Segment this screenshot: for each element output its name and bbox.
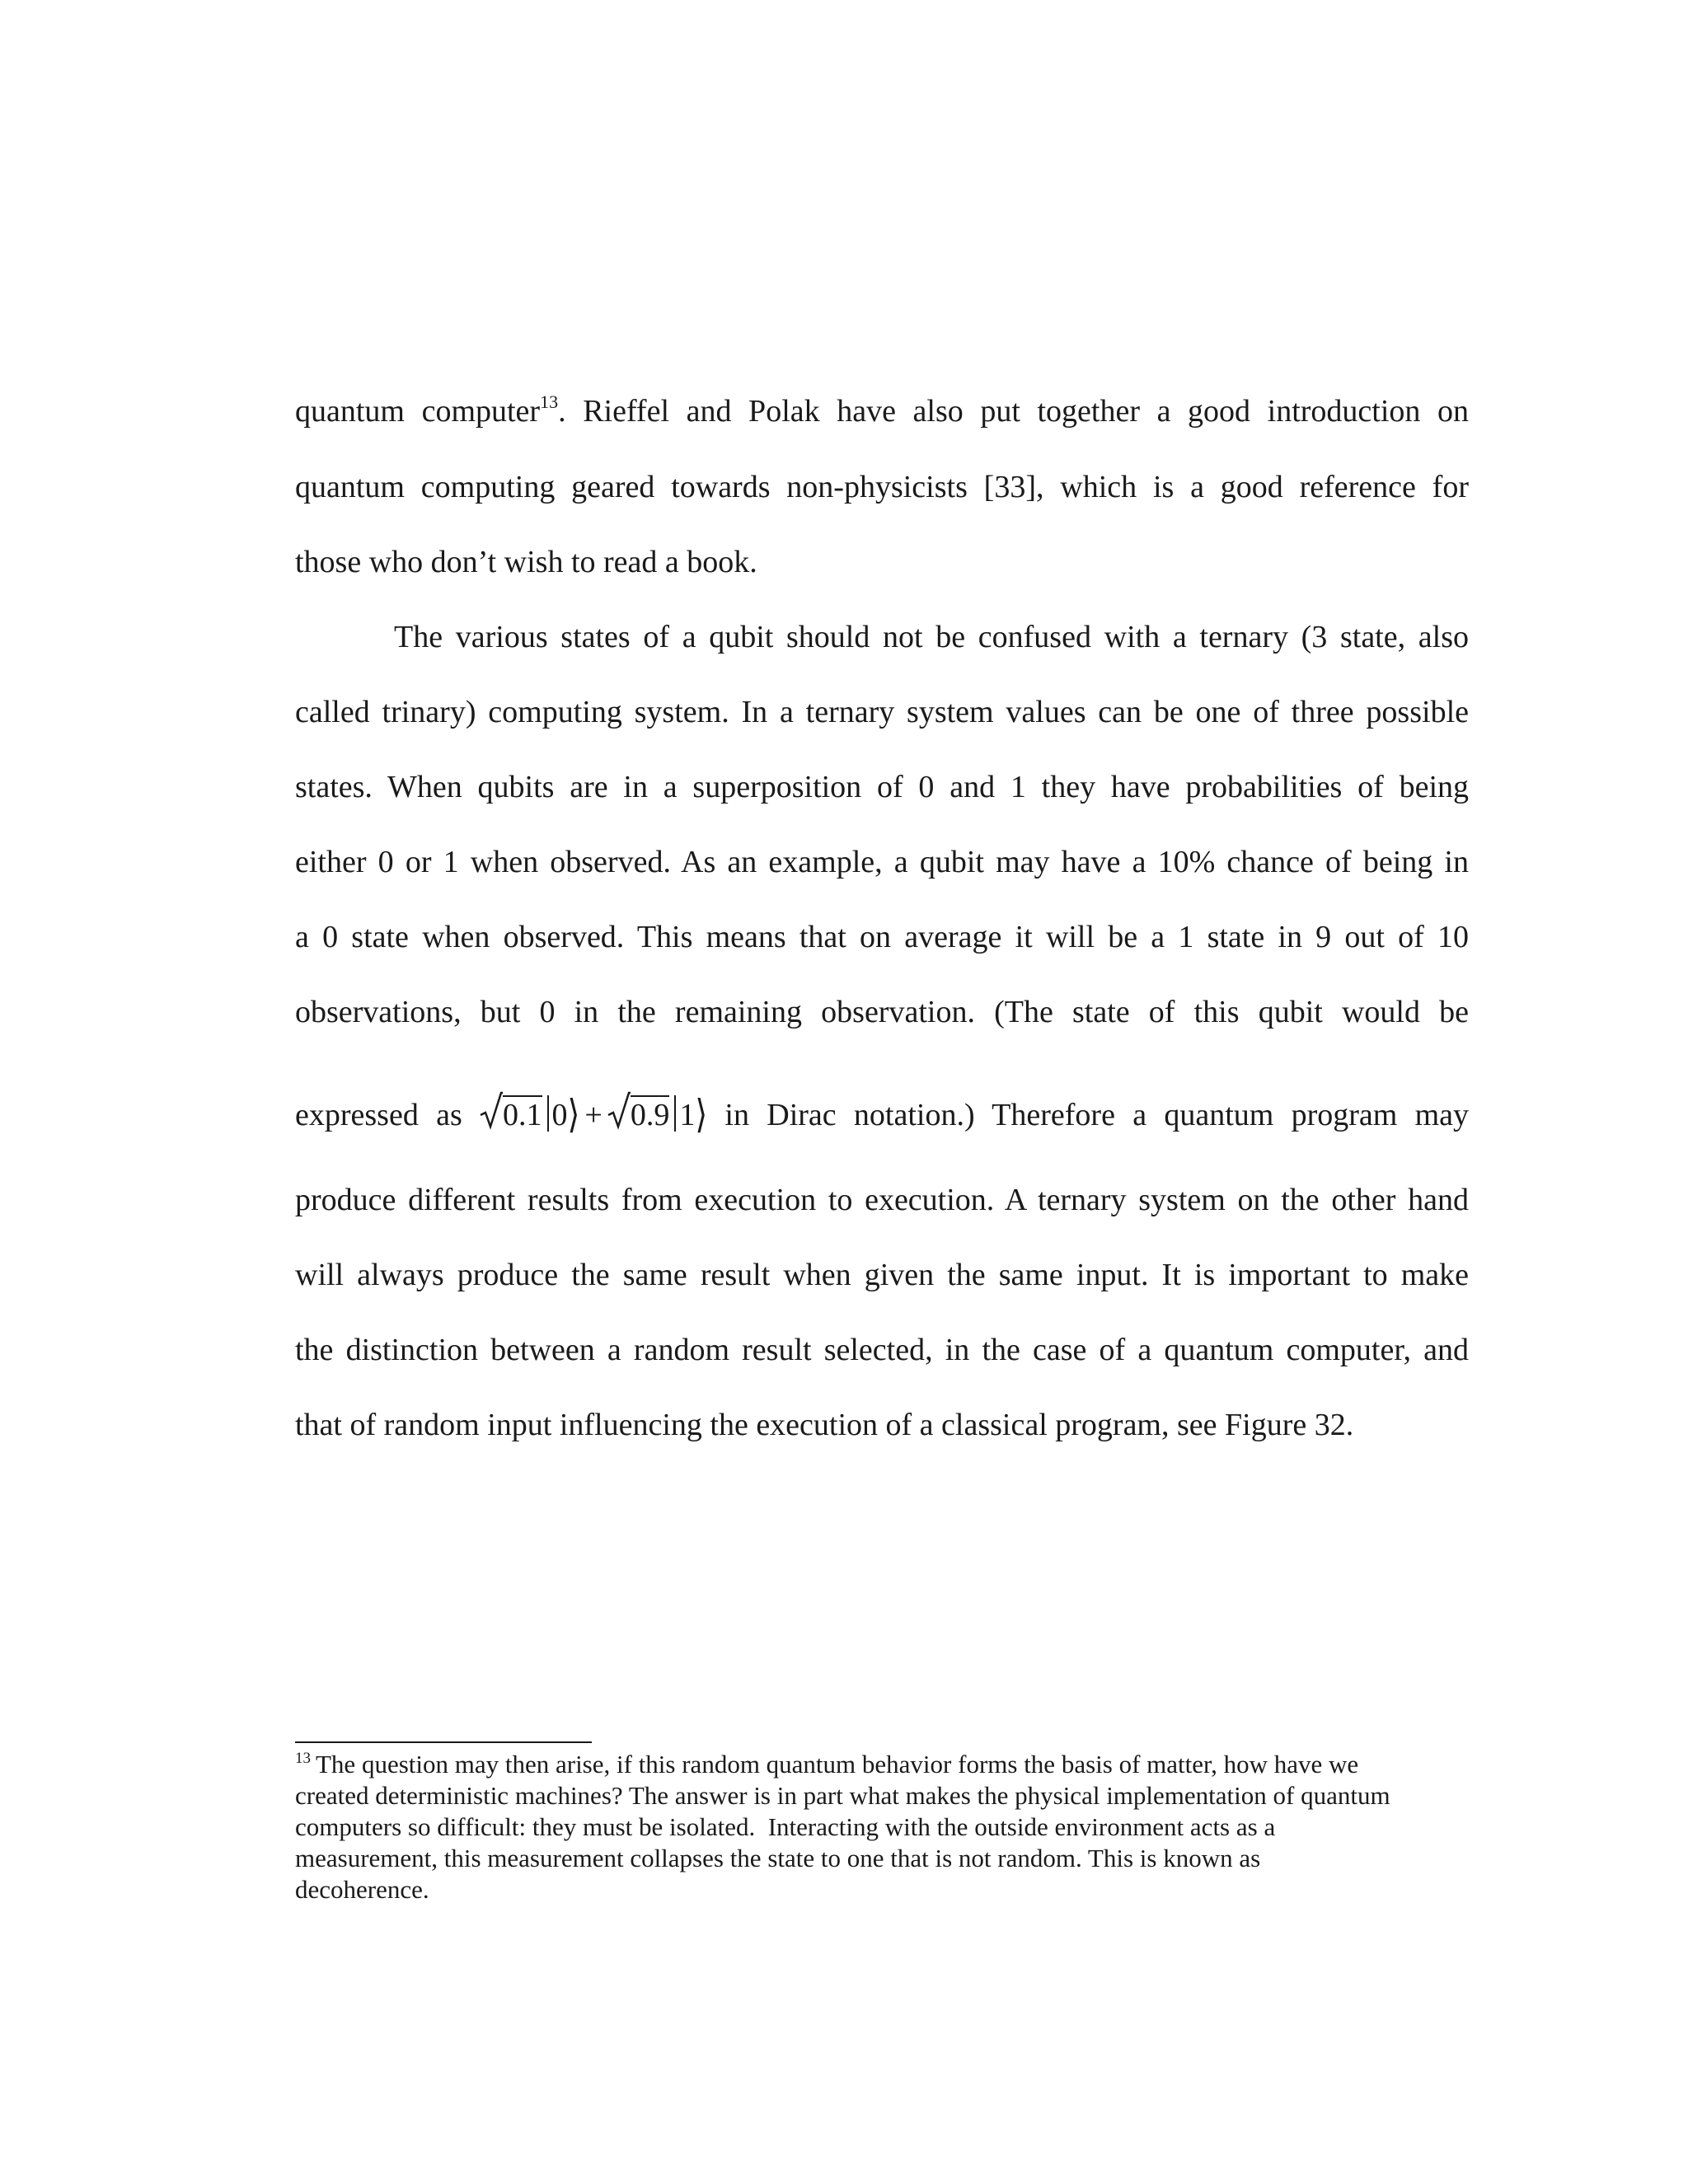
body-line-7: either 0 or 1 when observed. As an example, a qubit may have a 10% chance of being in	[295, 845, 1469, 879]
footnote-number: 13	[295, 1750, 311, 1767]
radical-sign-icon	[480, 1090, 503, 1130]
footnote-line-4: measurement, this measurement collapses the state to one that is not random. This is known as	[295, 1844, 1261, 1872]
footnote-line-1	[295, 1749, 1465, 1780]
body-line-6: states. When qubits are in a superposition of 0 and 1 they have probabilities of being	[295, 770, 1469, 804]
radical-sign-icon	[607, 1090, 631, 1130]
footnote-line-1-text: The question may then arise, if this random quantum behavior forms the basis of matter, how have we	[316, 1750, 1359, 1779]
body-line-5: called trinary) computing system. In a ternary system values can be one of three possible	[295, 695, 1469, 729]
footnote	[295, 1749, 1465, 1905]
radicand-1: 0.1	[503, 1095, 542, 1132]
ket-bar-2	[674, 1095, 676, 1132]
ket-value-1: 0	[551, 1098, 568, 1132]
equation-line	[295, 1090, 1469, 1140]
body-line-12: will always produce the same result when given the same input. It is important to make	[295, 1258, 1469, 1292]
body-line-2: quantum computing geared towards non-physicists [33], which is a good reference for	[295, 470, 1469, 504]
footnote-line-3: computers so difficult: they must be isolated. Interacting with the outside environment acts as a	[295, 1812, 1276, 1841]
body-line-1	[295, 387, 1469, 436]
ket-angle-1-icon: ⟩	[567, 1093, 580, 1137]
footnote-separator	[295, 1741, 592, 1743]
body-line-9: observations, but 0 in the remaining observation. (The state of this qubit would be	[295, 995, 1469, 1029]
equation-line-end: in Dirac notation.) Therefore a quantum program may	[724, 1098, 1470, 1132]
footnote-reference[interactable]: 13	[540, 391, 559, 412]
square-root-1	[480, 1090, 542, 1140]
footnote-line-2: created deterministic machines? The answer is in part what makes the physical implementation of quantum	[295, 1781, 1390, 1810]
body-line-1-start: quantum computer	[295, 394, 541, 429]
square-root-2	[607, 1090, 670, 1140]
body-line-13: the distinction between a random result selected, in the case of a quantum computer, and	[295, 1333, 1469, 1367]
radicand-2: 0.9	[631, 1095, 670, 1132]
ket-value-2: 1	[679, 1098, 696, 1132]
body-line-3: those who don’t wish to read a book.	[295, 545, 757, 579]
ket-bar-1	[547, 1095, 549, 1132]
body-line-14: that of random input influencing the execution of a classical program, see Figure 32.	[295, 1408, 1354, 1442]
plus-operator: +	[584, 1098, 603, 1132]
body-line-1-end: . Rieffel and Polak have also put together a good introduction on	[558, 394, 1469, 429]
dirac-equation	[480, 1090, 707, 1140]
body-line-8: a 0 state when observed. This means that on average it will be a 1 state in 9 out of 10	[295, 920, 1469, 954]
body-line-11: produce different results from execution to execution. A ternary system on the other hand	[295, 1183, 1469, 1217]
paragraph-2-first-line: The various states of a qubit should not be confused with a ternary (3 state, also	[394, 620, 1469, 654]
footnote-line-5: decoherence.	[295, 1875, 429, 1904]
equation-line-start: expressed as	[295, 1098, 462, 1132]
ket-angle-2-icon: ⟩	[695, 1093, 708, 1137]
